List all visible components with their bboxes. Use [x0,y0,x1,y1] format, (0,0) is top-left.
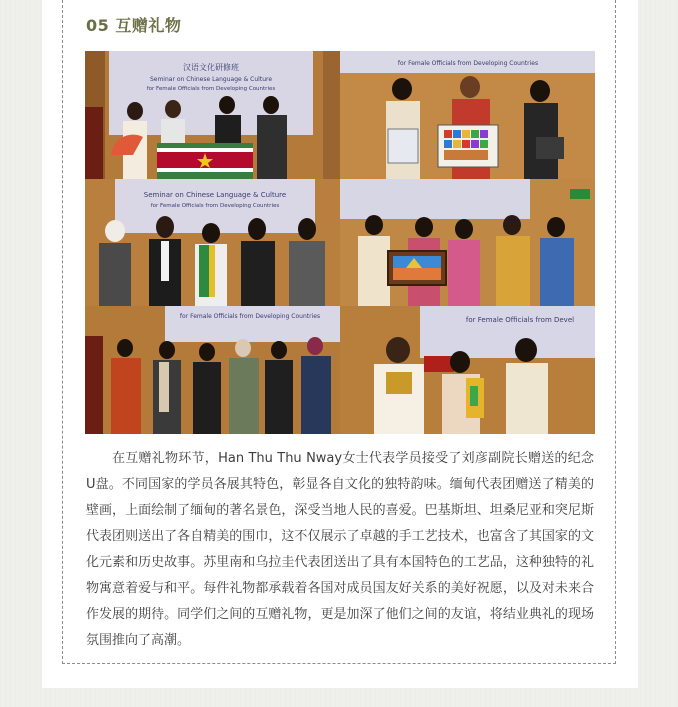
screen-subtitle-2: for Female Officials from Developing Countries [146,86,276,92]
screen-title: Seminar on Chinese Language & Culture [143,191,287,199]
photo-flag-presentation [85,51,340,179]
photo-grid [85,51,595,434]
screen-subtitle: for Female Officials from Developing Countries [150,203,280,209]
section-heading: 05 互赠礼物 [86,16,182,35]
photo-handicraft-gift [340,306,595,434]
screen-title: 汉语文化研修班 [183,63,239,72]
photo-scarf-group [85,179,340,306]
photo-wall-painting [340,179,595,306]
screen-caption: for Female Officials from Developing Countries [397,60,539,67]
screen-subtitle: Seminar on Chinese Language & Culture [149,76,273,83]
photo-painting-gift [340,51,595,179]
article-paragraph: 在互赠礼物环节，Han Thu Thu Nway女士代表学员接受了刘彦副院长赠送的纪念U盘。不同国家的学员各展其特色，彰显各自文化的独特韵味。缅甸代表团赠送了精美的壁画，上面绘制了缅甸的著名景色，深受当地人民的喜爱。巴基斯坦、坦桑尼亚和突尼斯代表团则送出了各自精美的围巾，这不仅展示了卓越的手工艺技术，也富含了其国家的文化元素和历史故事。苏里南和乌拉圭代表团送出了具有本国特色的工艺品，这种独特的礼物寓意着爱与和平。每件礼物都承载着各国对成员国友好关系的美好祝愿，以及对未来合作发展的期待。同学们之间的互赠礼物，更是加深了他们之间的友谊，将结业典礼的现场氛围推向了高潮。 [86,451,594,648]
photo-scarves-group [85,306,340,434]
screen-caption: for Female Officials from Devel [465,316,575,324]
screen-caption: for Female Officials from Developing Countries [179,313,321,320]
